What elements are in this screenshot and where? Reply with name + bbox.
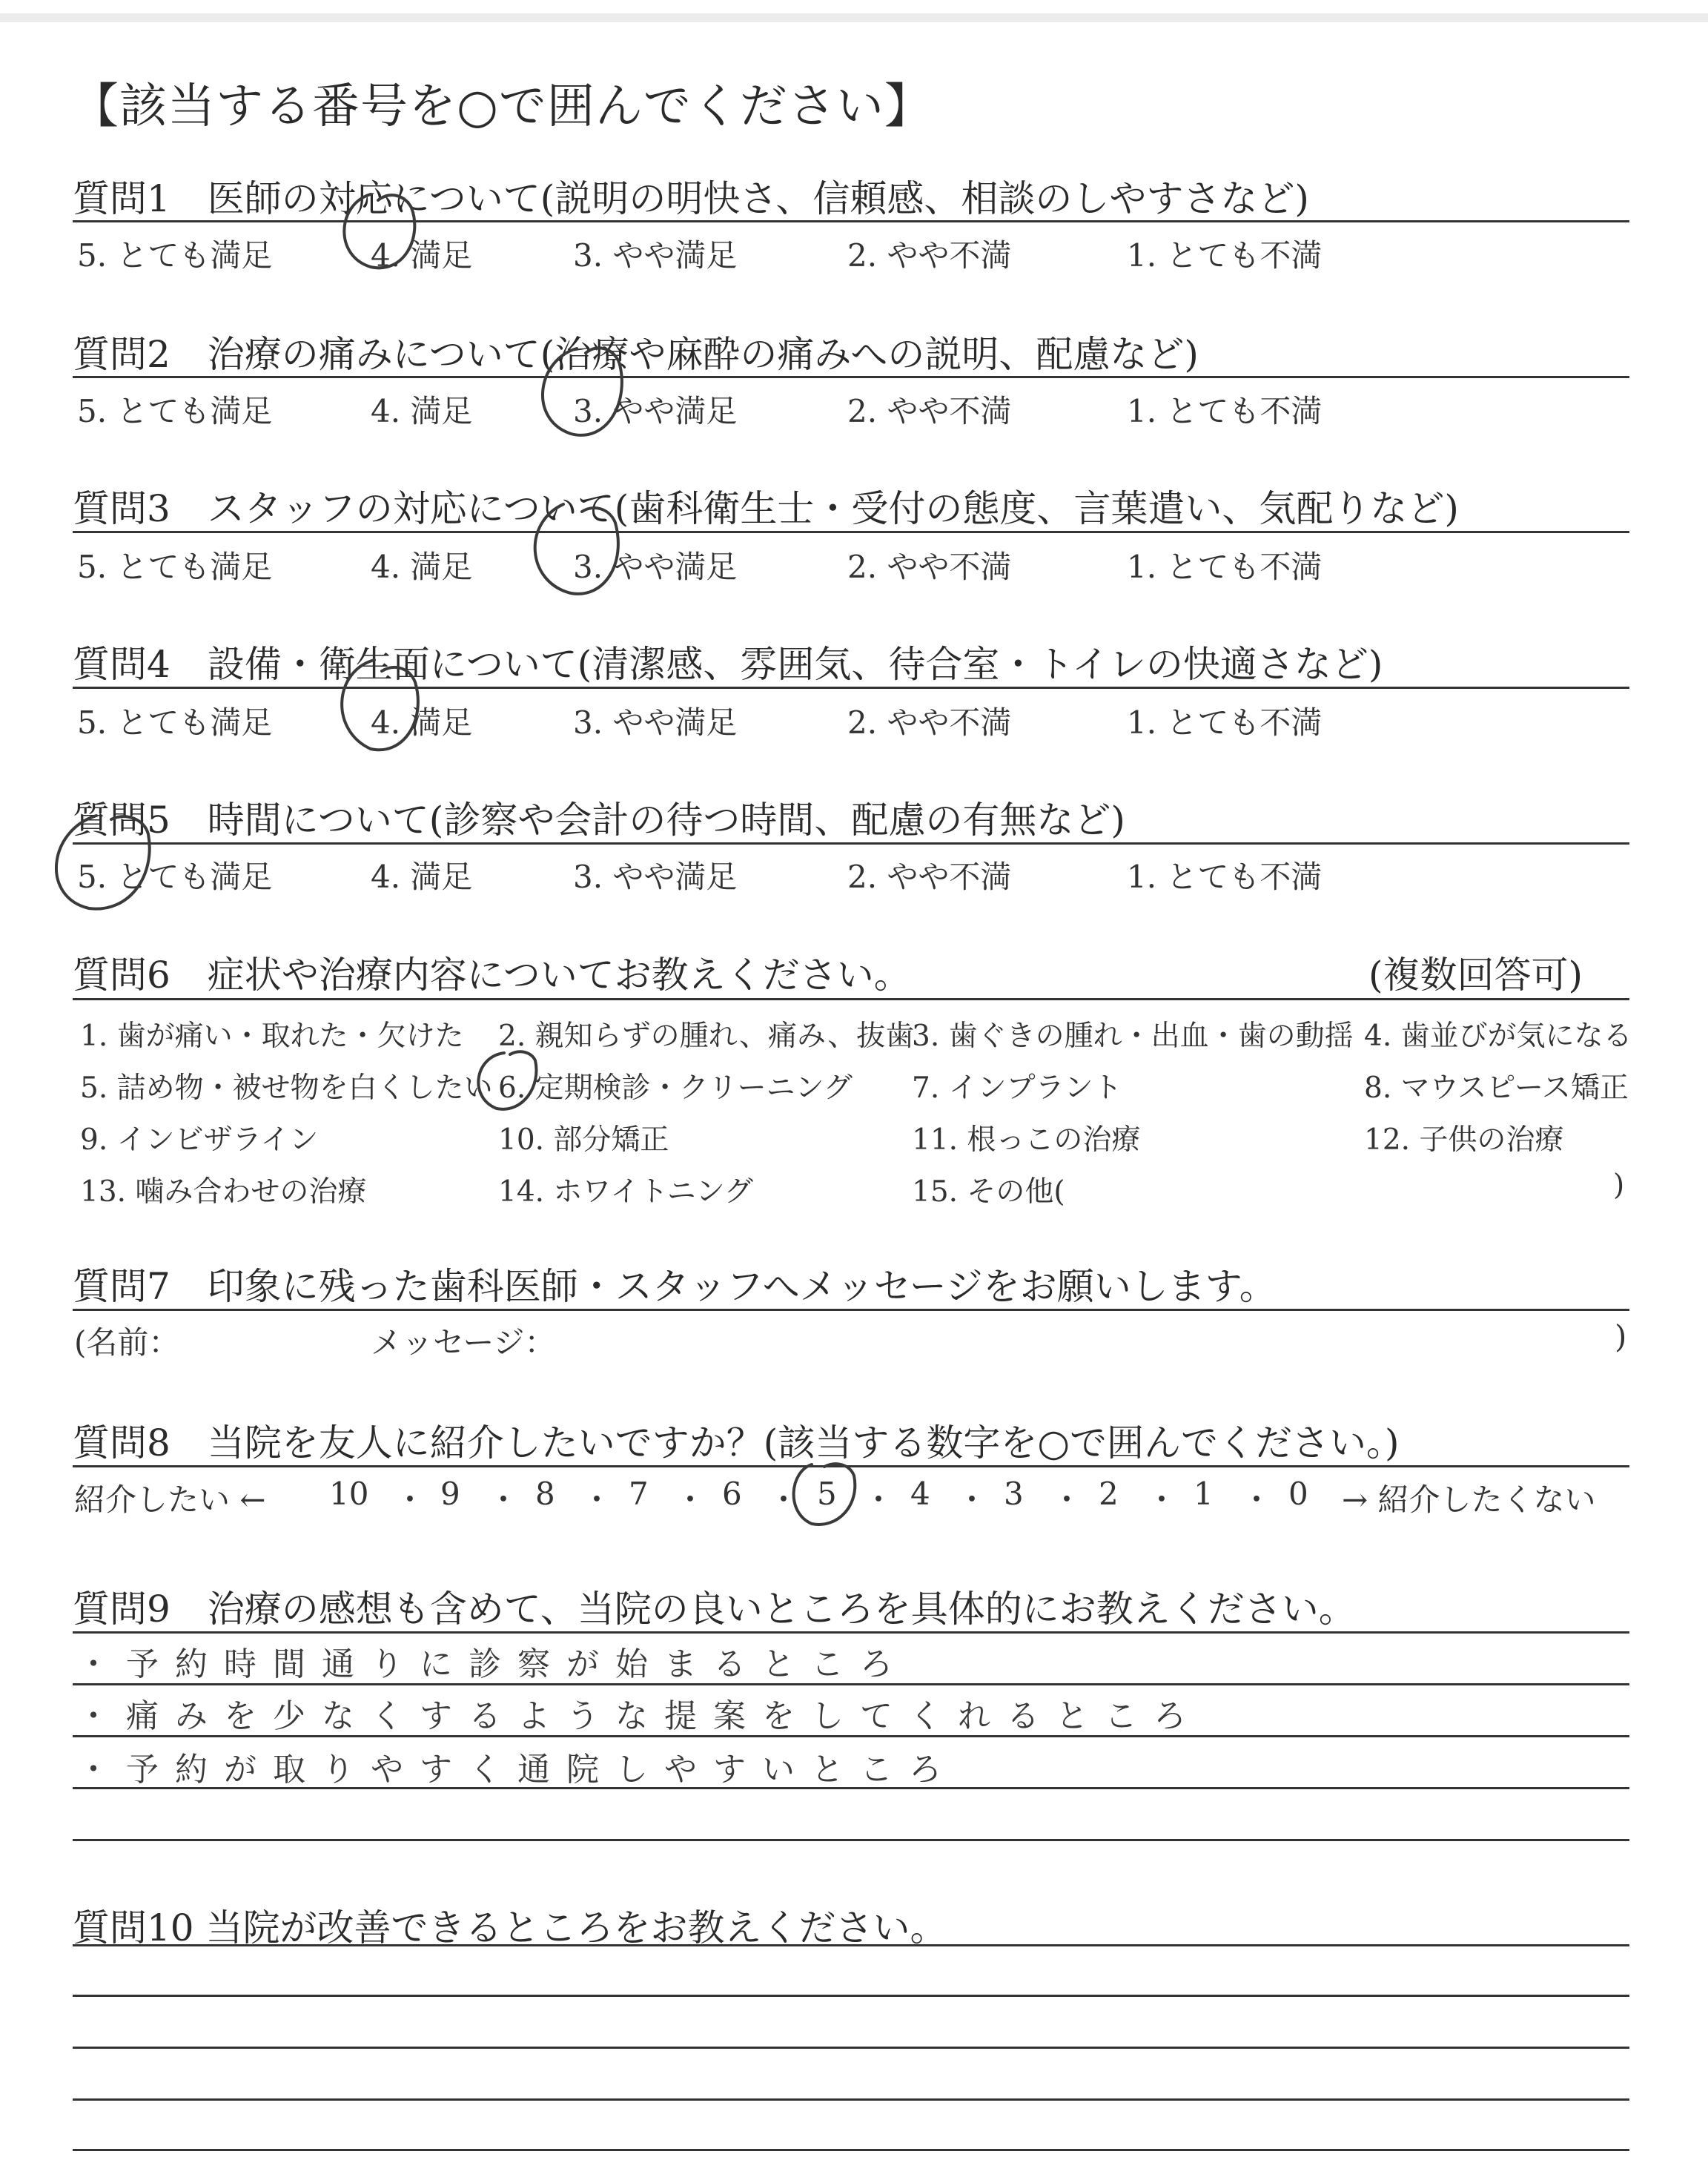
- question-3-rule: [73, 531, 1629, 533]
- q8-dot: ・: [1241, 1482, 1273, 1518]
- q5-option-5[interactable]: 5. とても満足: [77, 859, 273, 895]
- q8-dot: ・: [488, 1482, 520, 1518]
- q8-dot: ・: [768, 1482, 800, 1518]
- q1-option-5[interactable]: 5. とても満足: [77, 237, 273, 274]
- question-4-heading: 質問4 設備・衛生面について(清潔感、雰囲気、待合室・トイレの快適さなど): [73, 643, 1383, 686]
- scan-top-edge: [0, 13, 1708, 22]
- question-2-heading: 質問2 治療の痛みについて(治療や麻酔の痛みへの説明、配慮など): [73, 333, 1199, 376]
- q6-item-5[interactable]: 5. 詰め物・被せ物を白くしたい: [80, 1071, 493, 1105]
- q8-dot: ・: [675, 1482, 706, 1518]
- q4-option-3[interactable]: 3. やや満足: [573, 704, 738, 741]
- question-4-rule: [73, 687, 1629, 689]
- question-10-heading: 質問10 当院が改善できるところをお教えください。: [73, 1906, 947, 1949]
- q10-answer-rule: [73, 2149, 1629, 2151]
- q4-option-4[interactable]: 4. 満足: [371, 704, 473, 741]
- question-5-rule: [73, 842, 1629, 845]
- q1-option-2[interactable]: 2. やや不満: [847, 237, 1012, 274]
- question-5-heading: 質問5 時間について(診察や会計の待つ時間、配慮の有無など): [73, 799, 1125, 842]
- question-1-heading: 質問1 医師の対応について(説明の明快さ、信頼感、相談のしやすさなど): [73, 177, 1309, 220]
- q8-dot: ・: [956, 1482, 988, 1518]
- question-9-heading: 質問9 治療の感想も含めて、当院の良いところを具体的にお教えください。: [73, 1588, 1356, 1631]
- question-7-rule: [73, 1309, 1629, 1311]
- question-8-rule: [73, 1465, 1629, 1467]
- q8-right-label: → 紹介したくない: [1342, 1482, 1596, 1518]
- q9-answer-rule: [73, 1839, 1629, 1841]
- q3-option-3[interactable]: 3. やや満足: [573, 549, 738, 585]
- question-1-rule: [73, 220, 1629, 222]
- q6-item-9[interactable]: 9. インビザライン: [80, 1123, 319, 1157]
- q8-left-label: 紹介したい ←: [74, 1482, 266, 1518]
- q4-option-5[interactable]: 5. とても満足: [77, 704, 273, 741]
- q6-item-1[interactable]: 1. 歯が痛い・取れた・欠けた: [80, 1020, 464, 1053]
- q5-option-1[interactable]: 1. とても不満: [1127, 859, 1323, 895]
- q8-scale-6[interactable]: 6: [722, 1476, 742, 1512]
- question-9-rule: [73, 1631, 1629, 1634]
- q8-dot: ・: [863, 1482, 895, 1518]
- q1-option-1[interactable]: 1. とても不満: [1127, 237, 1323, 274]
- q9-answer-rule: [73, 1683, 1629, 1685]
- q5-option-2[interactable]: 2. やや不満: [847, 859, 1012, 895]
- q3-option-4[interactable]: 4. 満足: [371, 549, 473, 585]
- q8-scale-1[interactable]: 1: [1194, 1476, 1214, 1512]
- q8-scale-3[interactable]: 3: [1004, 1476, 1024, 1512]
- q6-item-6[interactable]: 6. 定期検診・クリーニング: [498, 1071, 853, 1105]
- q6-item-2[interactable]: 2. 親知らずの腫れ、痛み、抜歯: [498, 1020, 915, 1053]
- q10-answer-rule: [73, 1995, 1629, 1997]
- q8-dot: ・: [394, 1482, 426, 1518]
- q6-item-7[interactable]: 7. インプラント: [912, 1071, 1122, 1105]
- question-6-note: (複数回答可): [1368, 954, 1583, 997]
- q6-item-3[interactable]: 3. 歯ぐきの腫れ・出血・歯の動揺: [912, 1020, 1354, 1053]
- question-2-rule: [73, 376, 1629, 378]
- q2-option-3[interactable]: 3. やや満足: [573, 393, 738, 429]
- q3-option-1[interactable]: 1. とても不満: [1127, 549, 1323, 585]
- q2-option-1[interactable]: 1. とても不満: [1127, 393, 1323, 429]
- question-6-heading: 質問6 症状や治療内容についてお教えください。: [73, 954, 911, 997]
- page-title: 【該当する番号を○で囲んでください】: [71, 79, 933, 134]
- q8-scale-5[interactable]: 5: [817, 1476, 837, 1512]
- question-3-heading: 質問3 スタッフの対応について(歯科衛生士・受付の態度、言葉遣い、気配りなど): [73, 487, 1459, 530]
- q6-item-4[interactable]: 4. 歯並びが気になる: [1364, 1020, 1632, 1053]
- question-7-heading: 質問7 印象に残った歯科医師・スタッフへメッセージをお願いします。: [73, 1265, 1277, 1308]
- question-6-rule: [73, 998, 1629, 1000]
- q6-other-close: ): [1613, 1169, 1625, 1202]
- q10-answer-rule: [73, 2047, 1629, 2049]
- q8-dot: ・: [1051, 1482, 1083, 1518]
- q8-scale-10[interactable]: 10: [329, 1476, 369, 1512]
- q9-answer-rule: [73, 1735, 1629, 1737]
- q2-option-2[interactable]: 2. やや不満: [847, 393, 1012, 429]
- q10-answer-rule: [73, 1944, 1629, 1946]
- q6-item-12[interactable]: 12. 子供の治療: [1364, 1123, 1564, 1157]
- q5-option-3[interactable]: 3. やや満足: [573, 859, 738, 895]
- q3-option-2[interactable]: 2. やや不満: [847, 549, 1012, 585]
- q6-item-15[interactable]: 15. その他(: [912, 1175, 1065, 1209]
- q6-item-8[interactable]: 8. マウスピース矯正: [1364, 1071, 1629, 1105]
- question-8-heading: 質問8 当院を友人に紹介したいですか？(該当する数字を○で囲んでください。): [73, 1421, 1400, 1464]
- q6-item-14[interactable]: 14. ホワイトニング: [498, 1175, 753, 1209]
- q10-answer-rule: [73, 2098, 1629, 2101]
- q8-scale-7[interactable]: 7: [629, 1476, 649, 1512]
- q6-item-13[interactable]: 13. 噛み合わせの治療: [80, 1175, 367, 1209]
- q7-close: ): [1615, 1318, 1627, 1355]
- q9-answer-line-1[interactable]: ・予約時間通りに診察が始まるところ: [77, 1645, 909, 1683]
- q7-name-label: (名前：: [74, 1324, 180, 1361]
- q7-message-label: メッセージ：: [371, 1324, 556, 1361]
- q1-option-4[interactable]: 4. 満足: [371, 237, 473, 274]
- q8-scale-8[interactable]: 8: [535, 1476, 555, 1512]
- q5-option-4[interactable]: 4. 満足: [371, 859, 473, 895]
- q3-option-5[interactable]: 5. とても満足: [77, 549, 273, 585]
- q1-option-3[interactable]: 3. やや満足: [573, 237, 738, 274]
- q2-option-4[interactable]: 4. 満足: [371, 393, 473, 429]
- q6-item-11[interactable]: 11. 根っこの治療: [912, 1123, 1141, 1157]
- q2-option-5[interactable]: 5. とても満足: [77, 393, 273, 429]
- q8-scale-4[interactable]: 4: [910, 1476, 930, 1512]
- q9-answer-rule: [73, 1787, 1629, 1789]
- q8-scale-2[interactable]: 2: [1099, 1476, 1119, 1512]
- q8-dot: ・: [1146, 1482, 1178, 1518]
- q9-answer-line-3[interactable]: ・予約が取りやすく通院しやすいところ: [77, 1751, 958, 1789]
- q8-dot: ・: [581, 1482, 613, 1518]
- q9-answer-line-2[interactable]: ・痛みを少なくするような提案をしてくれるところ: [77, 1697, 1202, 1735]
- q4-option-2[interactable]: 2. やや不満: [847, 704, 1012, 741]
- q8-scale-9[interactable]: 9: [440, 1476, 460, 1512]
- q6-item-10[interactable]: 10. 部分矯正: [498, 1123, 669, 1157]
- q4-option-1[interactable]: 1. とても不満: [1127, 704, 1323, 741]
- q8-scale-0[interactable]: 0: [1288, 1476, 1308, 1512]
